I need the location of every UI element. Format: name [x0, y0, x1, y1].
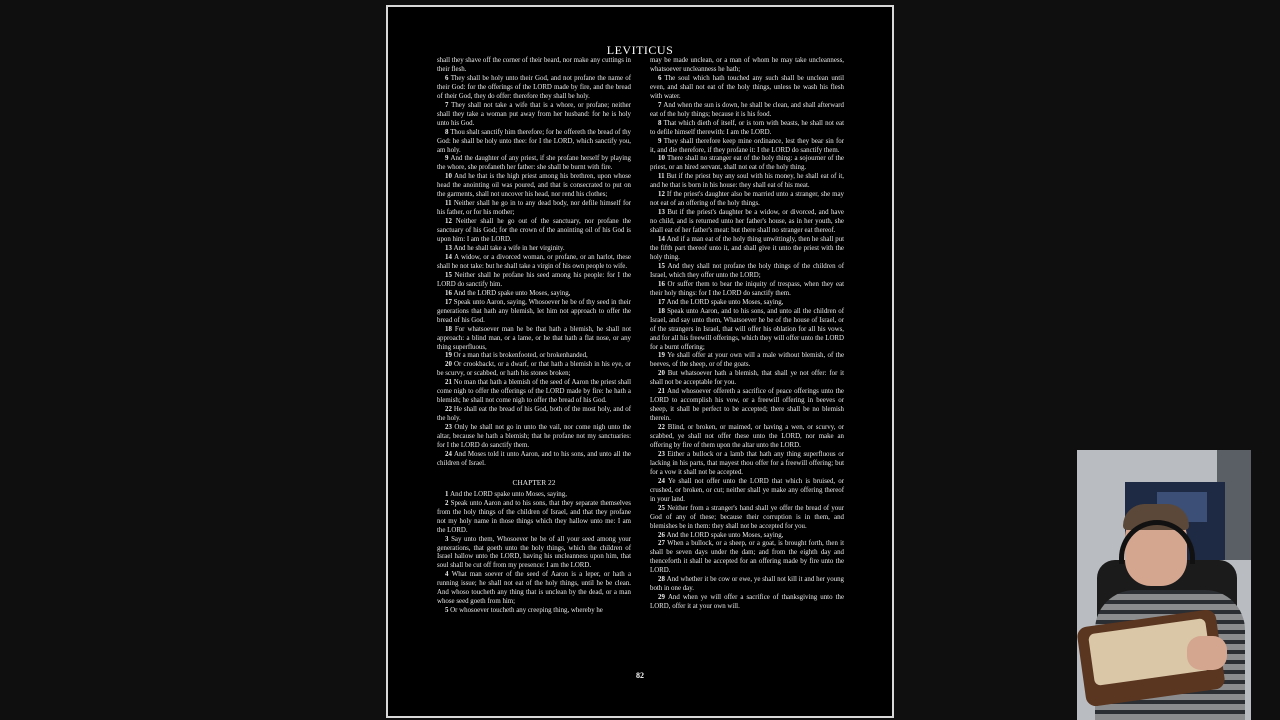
verse-text: Neither shall he go in to any dead body, nor defile himself for his father, or for his mother;	[437, 200, 631, 217]
verse	[437, 102, 631, 129]
verse-text: Ye shall offer at your own will a male without blemish, of the beeves, of the sheep, or of the goats.	[650, 352, 845, 369]
verse	[650, 505, 844, 532]
verse-text: Say unto them, Whosoever he be of all your seed among your generations, that goeth unto the holy things, which the children of Israel hallow unto the LORD, having his uncleanness upon him, that soul shall be cut off from my presence: I am the LORD.	[437, 535, 631, 570]
verse-text: A widow, or a divorced woman, or profane, or an harlot, these shall he not take: but he shall take a virgin of his own people to wife.	[437, 253, 631, 270]
verse-number: 8	[658, 119, 664, 127]
verse-number: 10	[445, 173, 455, 181]
verse	[650, 308, 844, 353]
verse-text: And they shall not profane the holy things of the children of Israel, which they offer unto the LORD;	[650, 262, 844, 279]
verse-text: And he that is the high priest among his brethren, upon whose head the anointing oil was poured, and that is consecrated to put on the garments, shall not uncover his head, nor rend his clothes;	[437, 173, 631, 199]
verse-number: 19	[658, 352, 668, 360]
verse-number: 1	[445, 490, 451, 498]
verse	[650, 532, 844, 541]
verse	[650, 576, 844, 594]
verse-text: may be made unclean, or a man of whom he may take uncleanness, whatsoever uncleanness he hath;	[650, 57, 844, 73]
verse-number: 28	[658, 576, 667, 584]
verse-number: 6	[658, 74, 665, 82]
verse-text: And if a man eat of the holy thing unwittingly, then he shall put the fifth part thereof unto it, and shall give it unto the priest with the holy thing.	[650, 236, 845, 261]
verse-text: But whatsoever hath a blemish, that shall ye not offer: for it shall not be acceptable for you.	[650, 370, 844, 387]
verse-text: If the priest's daughter also be married unto a stranger, she may not eat of an offering of the holy things.	[650, 191, 844, 208]
verse	[437, 491, 631, 500]
verse-number: 18	[445, 325, 455, 333]
verse-number: 11	[658, 173, 667, 181]
verse-number: 14	[658, 236, 667, 244]
verse-text: That which dieth of itself, or is torn with beasts, he shall not eat to defile himself therewith: I am the LORD.	[650, 119, 845, 136]
verse-number: 20	[658, 370, 668, 378]
verse-text: And the LORD spake unto Moses, saying,	[453, 289, 571, 297]
verse-text: Neither shall he go out of the sanctuary, nor profane the sanctuary of his God; for the crown of the anointing oil of his God is upon him: I am the LORD.	[437, 218, 631, 244]
verse	[437, 173, 631, 200]
verse	[650, 478, 844, 505]
verse-text: No man that hath a blemish of the seed of Aaron the priest shall come nigh to offer the offerings of the LORD made by fire: he hath a blemish; he shall not come nigh to offer the bread of his God.	[437, 379, 631, 405]
verse	[650, 191, 844, 209]
verse	[650, 540, 844, 576]
verse-text: Ye shall not offer unto the LORD that which is bruised, or crushed, or broken, or cut; neither shall ye make any offering thereof in your land.	[650, 477, 844, 503]
verse-text: And Moses told it unto Aaron, and to his sons, and unto all the children of Israel.	[437, 450, 631, 467]
verse	[650, 209, 844, 236]
verse-text: shall they shave off the corner of their beard, nor make any cuttings in their flesh.	[437, 57, 631, 73]
verse-number: 16	[445, 289, 454, 297]
verse-text: Speak unto Aaron, saying, Whosoever he be of thy seed in their generations that hath any blemish, let him not approach to offer the bread of his God.	[437, 298, 631, 324]
verse-number: 15	[658, 262, 668, 270]
verse-text: Or a man that is brokenfooted, or brokenhanded,	[453, 352, 588, 360]
verse	[650, 281, 844, 299]
verse	[437, 607, 631, 616]
verse	[437, 424, 631, 451]
verse-number: 24	[445, 450, 454, 458]
verse	[650, 173, 844, 191]
verse	[437, 75, 631, 102]
verse	[437, 326, 631, 353]
verse-text: And when the sun is down, he shall be clean, and shall afterward eat of the holy things; because it is his food.	[650, 101, 844, 118]
verse	[437, 571, 631, 607]
verse	[437, 129, 631, 156]
verse-text: They shall therefore keep mine ordinance, lest they bear sin for it, and die therefore, if they profane it: I the LORD do sanctify them.	[650, 137, 844, 154]
verse-number: 17	[658, 298, 667, 306]
verse-text: The soul which hath touched any such shall be unclean until even, and shall not eat of the holy things, unless he wash his flesh with water.	[650, 74, 844, 100]
verse-text: Thou shalt sanctify him therefore; for he offereth the bread of thy God: he shall be holy unto thee: for I the LORD, which sanctify you, am holy.	[437, 128, 631, 154]
verse-number: 14	[445, 253, 455, 261]
verse	[437, 155, 631, 173]
verse	[650, 451, 844, 478]
verse-number: 2	[445, 499, 451, 507]
verse	[650, 263, 844, 281]
verse	[437, 245, 631, 254]
verse	[437, 290, 631, 299]
verse	[437, 254, 631, 272]
scripture-page	[386, 5, 894, 718]
verse-number: 22	[445, 406, 454, 414]
verse-number: 10	[658, 155, 667, 163]
verse-text: And whosoever offereth a sacrifice of peace offerings unto the LORD to accomplish his vow, or a freewill offering in beeves or sheep, it shall be perfect to be accepted; there shall be no blemish therein.	[650, 388, 844, 423]
verse-number: 29	[658, 594, 668, 602]
verse	[437, 406, 631, 424]
book-title: LEVITICUS	[606, 43, 674, 57]
verse-number: 19	[445, 352, 454, 360]
verse-number: 4	[445, 571, 452, 579]
verse	[437, 57, 631, 75]
verse-text: Only he shall not go in unto the vail, nor come nigh unto the altar, because he hath a blemish; that he profane not my sanctuaries: for I the LORD do sanctify them.	[437, 424, 631, 449]
verse-text: And when ye will offer a sacrifice of thanksgiving unto the LORD, offer it at your own will.	[650, 594, 844, 611]
verse-number: 7	[445, 101, 452, 109]
verse-number: 24	[658, 477, 669, 485]
verse-text: They shall be holy unto their God, and not profane the name of their God: for the offerings of the LORD made by fire, and the bread of their God, they do offer: therefore they shall be holy.	[437, 74, 631, 100]
verse-number: 22	[658, 424, 668, 432]
verse-text: And the LORD spake unto Moses, saying,	[450, 490, 567, 498]
verse	[437, 379, 631, 406]
verse	[650, 299, 844, 308]
verse-text: But if the priest's daughter be a widow, or divorced, and have no child, and is returned unto her father's house, as in her youth, she shall eat of her father's meat: but there shall no stranger eat thereof.	[650, 209, 844, 235]
verse-number: 9	[445, 155, 451, 163]
verse-text: And the LORD spake unto Moses, saying,	[666, 531, 784, 539]
verse	[650, 236, 844, 263]
verse-number: 23	[445, 424, 455, 432]
verse-number: 21	[658, 388, 668, 396]
verse-text: And he shall take a wife in her virginity.	[453, 245, 565, 253]
verse-text: And the daughter of any priest, if she profane herself by playing the whore, she profaneth her father: she shall be burnt with fire.	[437, 155, 632, 172]
verse-number: 11	[445, 200, 454, 208]
verse-text: When a bullock, or a sheep, or a goat, is brought forth, then it shall be seven days under the dam; and from the eighth day and thenceforth it shall be accepted for an offering made by fire unto the LORD.	[650, 540, 844, 575]
verse	[650, 155, 844, 173]
verse-text: Either a bullock or a lamb that hath any thing superfluous or lacking in his parts, that mayest thou offer for a freewill offering; but for a vow it shall not be accepted.	[650, 450, 844, 476]
verse-text: They shall not take a wife that is a whore, or profane; neither shall they take a woman put away from her husband: for he is holy unto his God.	[437, 101, 631, 127]
verse-number: 5	[445, 607, 451, 615]
verse-text: There shall no stranger eat of the holy thing: a sojourner of the priest, or an hired servant, shall not eat of the holy thing.	[650, 155, 844, 172]
verse-text: Neither shall he profane his seed among his people: for I the LORD do sanctify him.	[437, 271, 631, 288]
verse	[650, 352, 844, 370]
verse	[650, 424, 844, 451]
verse-text: Or suffer them to bear the iniquity of trespass, when they eat their holy things: for I the LORD do sanctify them.	[650, 280, 844, 297]
verse-number: 27	[658, 540, 668, 548]
verse	[650, 102, 844, 120]
verse	[650, 594, 844, 612]
verse	[437, 200, 631, 218]
verse-number: 23	[658, 450, 668, 458]
verse-number: 18	[658, 307, 668, 315]
verse-text: But if the priest buy any soul with his money, he shall eat of it, and he that is born in his house: they shall eat of his meat.	[650, 173, 844, 190]
verse-number: 9	[658, 137, 664, 145]
verse-number: 3	[445, 535, 452, 543]
verse-text: Speak unto Aaron and to his sons, that they separate themselves from the holy things of the children of Israel, and that they profane not my holy name in those things which they hallow unto me: I am the LORD.	[437, 499, 631, 534]
verse-text: And whether it be cow or ewe, ye shall not kill it and her young both in one day.	[650, 576, 844, 593]
verse	[650, 388, 844, 424]
verse-text: He shall eat the bread of his God, both of the most holy, and of the holy.	[437, 406, 631, 423]
right-column	[650, 57, 844, 612]
verse-number: 13	[445, 245, 454, 253]
verse-number: 12	[445, 218, 456, 226]
webcam-overlay	[1077, 450, 1251, 720]
verse-number: 26	[658, 531, 667, 539]
verse-number: 6	[445, 74, 451, 82]
verse	[650, 57, 844, 75]
verse	[437, 361, 631, 379]
verse-number: 15	[445, 271, 455, 279]
verse-text: Or crookbackt, or a dwarf, or that hath a blemish in his eye, or be scurvy, or scabbed, or hath his stones broken;	[437, 361, 631, 378]
verse-text: Or whosoever toucheth any creeping thing, whereby he	[450, 607, 603, 615]
verse-number: 20	[445, 361, 455, 369]
verse-number: 12	[658, 191, 667, 199]
verse-text: Blind, or broken, or maimed, or having a wen, or scurvy, or scabbed, ye shall not offer these unto the LORD, nor make an offering by fire of them upon the altar unto the LORD.	[650, 424, 844, 449]
verse-number: 13	[658, 209, 668, 217]
verse	[437, 352, 631, 361]
verse-text: For whatsoever man he be that hath a blemish, he shall not approach: a blind man, or a lame, or he that hath a flat nose, or any thing superfluous,	[437, 325, 631, 351]
verse-text: Speak unto Aaron, and to his sons, and unto all the children of Israel, and say unto them, Whatsoever he be of the house of Israel, or of the strangers in Israel, that will offer his oblation for all his vows, and for all his freewill offerings, which they will offer unto the LORD for a burnt offering;	[650, 307, 844, 351]
verse	[650, 138, 844, 156]
verse	[437, 451, 631, 469]
left-column	[437, 57, 631, 616]
verse	[437, 536, 631, 572]
verse	[437, 500, 631, 536]
verse-number: 25	[658, 504, 668, 512]
verse-number: 8	[445, 128, 451, 136]
chapter-heading: CHAPTER 22	[512, 477, 556, 487]
verse-text: Neither from a stranger's hand shall ye offer the bread of your God of any of these; because their corruption is in them, and blemishes be in them: they shall not be accepted for you.	[650, 504, 844, 530]
verse	[437, 218, 631, 245]
verse-text: And the LORD spake unto Moses, saying,	[666, 298, 784, 306]
verse	[437, 272, 631, 290]
verse	[650, 120, 844, 138]
verse	[650, 370, 844, 388]
verse-number: 17	[445, 298, 454, 306]
verse	[437, 299, 631, 326]
verse-number: 21	[445, 379, 454, 387]
verse-number: 16	[658, 280, 668, 288]
verse-number: 7	[658, 101, 664, 109]
verse	[650, 75, 844, 102]
page-number: 82	[636, 671, 644, 680]
verse-text: What man soever of the seed of Aaron is a leper, or hath a running issue; he shall not eat of the holy things, until he be clean. And whoso toucheth any thing that is unclean by the dead, or a man whose seed goeth from him;	[437, 571, 631, 606]
